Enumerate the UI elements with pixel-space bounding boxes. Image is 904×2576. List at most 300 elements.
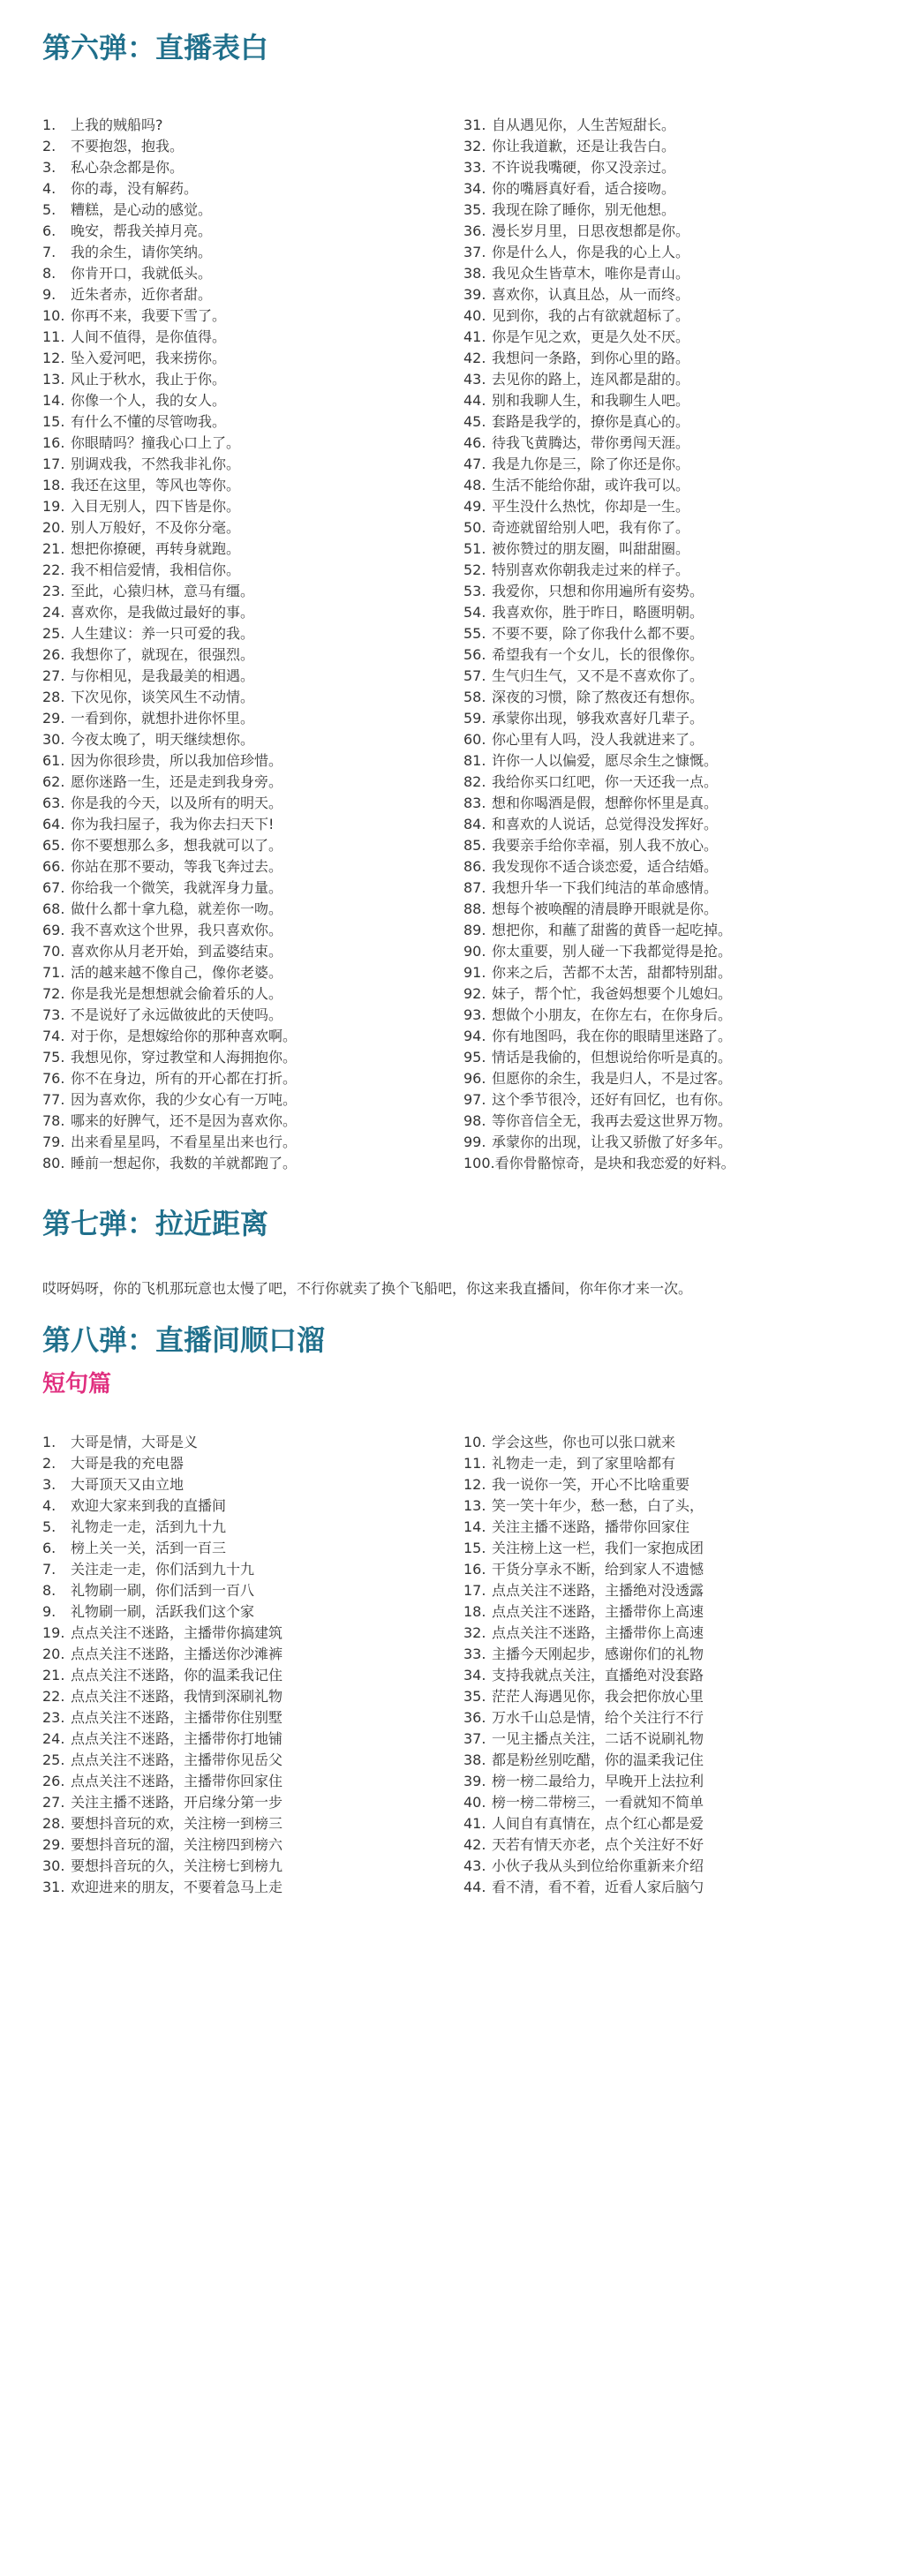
list-item bbox=[463, 1729, 862, 1750]
list-item-text: 承蒙你的出现，让我又骄傲了好多年。 bbox=[492, 1134, 733, 1150]
list-item-number: 51. bbox=[463, 540, 486, 557]
list-item-number: 68. bbox=[42, 900, 65, 917]
list-item bbox=[463, 221, 862, 242]
list-item bbox=[463, 856, 862, 877]
list-item bbox=[463, 877, 862, 899]
list-item-number: 81. bbox=[463, 752, 486, 769]
list-item-number: 82. bbox=[463, 773, 486, 790]
list-item-text: 人间不值得，是你值得。 bbox=[71, 328, 227, 345]
list-item bbox=[42, 687, 441, 708]
list-item-number: 27. bbox=[42, 1794, 65, 1811]
list-item bbox=[42, 1026, 441, 1047]
list-item-number: 1. bbox=[42, 1434, 56, 1450]
list-item-text: 天若有情天亦老，点个关注好不好 bbox=[492, 1836, 704, 1853]
list-item bbox=[42, 666, 441, 687]
list-item-text: 但愿你的余生，我是归人，不是过客。 bbox=[492, 1070, 733, 1087]
list-item-text: 你来之后，苦都不太苦，甜都特别甜。 bbox=[492, 964, 733, 981]
list-item bbox=[42, 1665, 441, 1686]
list-item bbox=[42, 496, 441, 517]
list-item-number: 12. bbox=[463, 1476, 486, 1493]
list-item bbox=[42, 475, 441, 496]
list-item-number: 18. bbox=[463, 1603, 486, 1620]
list-item-number: 38. bbox=[463, 265, 486, 282]
list-item-number: 28. bbox=[42, 1815, 65, 1832]
list-item-number: 52. bbox=[463, 561, 486, 578]
list-item-number: 11. bbox=[42, 328, 65, 345]
list-item-text: 你为我扫屋子，我为你去扫天下! bbox=[71, 816, 275, 832]
list-item-number: 2. bbox=[42, 1455, 56, 1472]
list-item bbox=[42, 1453, 441, 1474]
list-item-number: 85. bbox=[463, 837, 486, 854]
list-item-number: 45. bbox=[463, 413, 486, 430]
list-item bbox=[463, 475, 862, 496]
list-item bbox=[42, 1729, 441, 1750]
list-item bbox=[463, 200, 862, 221]
list-item bbox=[463, 602, 862, 623]
list-item-number: 31. bbox=[42, 1879, 65, 1895]
list-item-text: 不是说好了永远做彼此的天使吗。 bbox=[71, 1006, 283, 1023]
list-item bbox=[463, 1559, 862, 1580]
list-item-text: 你心里有人吗，没人我就进来了。 bbox=[492, 731, 704, 748]
list-item-number: 92. bbox=[463, 985, 486, 1002]
list-item bbox=[42, 1559, 441, 1580]
list-item-text: 你再不来，我要下雪了。 bbox=[71, 307, 227, 324]
list-item-number: 17. bbox=[42, 456, 65, 472]
list-item-text: 我一说你一笑，开心不比啥重要 bbox=[492, 1476, 690, 1493]
list-item-text: 自从遇见你，人生苦短甜长。 bbox=[492, 117, 676, 133]
list-item bbox=[42, 454, 441, 475]
list-item bbox=[42, 962, 441, 983]
list-item bbox=[42, 1132, 441, 1153]
list-item-text: 我是九你是三，除了你还是你。 bbox=[492, 456, 690, 472]
list-item bbox=[42, 284, 441, 305]
list-item-text: 奇迹就留给别人吧，我有你了。 bbox=[492, 519, 690, 536]
list-item bbox=[42, 242, 441, 263]
list-item bbox=[463, 1623, 862, 1644]
list-item-number: 34. bbox=[463, 180, 486, 197]
list-item-number: 13. bbox=[463, 1497, 486, 1514]
list-item bbox=[463, 1877, 862, 1898]
section-6-list bbox=[42, 115, 862, 1174]
list-item-text: 晚安，帮我关掉月亮。 bbox=[71, 222, 213, 239]
list-item-number: 40. bbox=[463, 307, 486, 324]
list-item-text: 坠入爱河吧，我来捞你。 bbox=[71, 350, 227, 366]
list-item bbox=[42, 1771, 441, 1792]
list-item-number: 73. bbox=[42, 1006, 65, 1023]
list-item-number: 14. bbox=[42, 392, 65, 409]
list-item-text: 风止于秋水，我止于你。 bbox=[71, 371, 227, 388]
list-item-number: 36. bbox=[463, 222, 486, 239]
list-item bbox=[42, 644, 441, 666]
list-item-text: 想每个被唤醒的清晨睁开眼就是你。 bbox=[492, 900, 719, 917]
list-item bbox=[42, 708, 441, 729]
list-item-number: 31. bbox=[463, 117, 486, 133]
list-item-number: 70. bbox=[42, 943, 65, 960]
list-item-text: 不要抱怨，抱我。 bbox=[71, 138, 185, 154]
list-item bbox=[463, 178, 862, 200]
list-item-text: 想做个小朋友，在你左右，在你身后。 bbox=[492, 1006, 733, 1023]
list-item-number: 69. bbox=[42, 922, 65, 938]
list-item bbox=[463, 1047, 862, 1068]
list-item-text: 哪来的好脾气，还不是因为喜欢你。 bbox=[71, 1112, 298, 1129]
list-item bbox=[42, 560, 441, 581]
list-item bbox=[463, 1707, 862, 1729]
list-item bbox=[42, 136, 441, 157]
list-item bbox=[463, 623, 862, 644]
list-item-number: 24. bbox=[42, 1730, 65, 1747]
list-item bbox=[463, 708, 862, 729]
section-8-title: 第八弹：直播间顺口溜 bbox=[42, 1323, 326, 1357]
list-item bbox=[42, 263, 441, 284]
list-item-number: 60. bbox=[463, 731, 486, 748]
list-item-number: 22. bbox=[42, 1688, 65, 1705]
list-item bbox=[42, 856, 441, 877]
list-item-text: 要想抖音玩的溜，关注榜四到榜六 bbox=[71, 1836, 283, 1853]
list-item-number: 12. bbox=[42, 350, 65, 366]
list-item bbox=[42, 1005, 441, 1026]
list-item-text: 喜欢你，认真且怂，从一而终。 bbox=[492, 286, 690, 303]
list-item-number: 16. bbox=[463, 1561, 486, 1578]
list-item-text: 不许说我嘴硬，你又没亲过。 bbox=[492, 159, 676, 176]
list-item-number: 65. bbox=[42, 837, 65, 854]
list-item-text: 喜欢你，是我做过最好的事。 bbox=[71, 604, 255, 621]
list-item-number: 75. bbox=[42, 1049, 65, 1066]
list-item-number: 4. bbox=[42, 180, 56, 197]
list-item bbox=[463, 1495, 862, 1517]
list-item-number: 36. bbox=[463, 1709, 486, 1726]
list-item-number: 6. bbox=[42, 222, 56, 239]
list-item-text: 欢迎进来的朋友，不要着急马上走 bbox=[71, 1879, 283, 1895]
list-item bbox=[463, 496, 862, 517]
list-item-text: 礼物刷一刷，活跃我们这个家 bbox=[71, 1603, 255, 1620]
list-item bbox=[42, 1686, 441, 1707]
list-item-text: 待我飞黄腾达，带你勇闯天涯。 bbox=[492, 434, 690, 451]
list-item bbox=[463, 1644, 862, 1665]
list-item bbox=[42, 1623, 441, 1644]
list-item-text: 你是乍见之欢，更是久处不厌。 bbox=[492, 328, 690, 345]
list-item bbox=[42, 369, 441, 390]
list-item-number: 13. bbox=[42, 371, 65, 388]
list-item-text: 我发现你不适合谈恋爱，适合结婚。 bbox=[492, 858, 719, 875]
list-item bbox=[42, 1111, 441, 1132]
list-item-number: 37. bbox=[463, 244, 486, 260]
list-item-text: 因为你很珍贵，所以我加倍珍惜。 bbox=[71, 752, 283, 769]
list-item-text: 等你音信全无，我再去爱这世界万物。 bbox=[492, 1112, 733, 1129]
list-item bbox=[42, 115, 441, 136]
list-item-text: 欢迎大家来到我的直播间 bbox=[71, 1497, 227, 1514]
list-item bbox=[42, 221, 441, 242]
list-item-text: 干货分享永不断，给到家人不遗憾 bbox=[492, 1561, 704, 1578]
list-item bbox=[463, 1580, 862, 1601]
list-item bbox=[42, 1474, 441, 1495]
list-item-number: 66. bbox=[42, 858, 65, 875]
list-item-number: 33. bbox=[463, 159, 486, 176]
list-item-text: 因为喜欢你，我的少女心有一万吨。 bbox=[71, 1091, 298, 1108]
list-item bbox=[463, 1750, 862, 1771]
list-item bbox=[42, 1877, 441, 1898]
list-item-number: 1. bbox=[42, 117, 56, 133]
list-item bbox=[463, 1068, 862, 1089]
list-item-text: 想和你喝酒是假，想醉你怀里是真。 bbox=[492, 795, 719, 811]
list-item-number: 48. bbox=[463, 477, 486, 493]
list-item-text: 点点关注不迷路，主播带你回家住 bbox=[71, 1773, 283, 1789]
list-item bbox=[42, 602, 441, 623]
list-item-number: 5. bbox=[42, 201, 56, 218]
list-item-number: 80. bbox=[42, 1155, 65, 1171]
list-item bbox=[42, 305, 441, 327]
list-item-number: 62. bbox=[42, 773, 65, 790]
list-item-text: 榜一榜二带榜三，一看就知不简单 bbox=[492, 1794, 704, 1811]
list-item-number: 42. bbox=[463, 1836, 486, 1853]
list-item bbox=[42, 1834, 441, 1856]
list-item-text: 点点关注不迷路，主播送你沙滩裤 bbox=[71, 1646, 283, 1662]
list-item bbox=[463, 687, 862, 708]
list-item-number: 35. bbox=[463, 201, 486, 218]
list-item-number: 94. bbox=[463, 1028, 486, 1044]
list-item-text: 我现在除了睡你，别无他想。 bbox=[492, 201, 676, 218]
list-item-text: 见到你，我的占有欲就超标了。 bbox=[492, 307, 690, 324]
list-item-text: 与你相见，是我最美的相遇。 bbox=[71, 667, 255, 684]
list-item bbox=[42, 1495, 441, 1517]
list-item-text: 要想抖音玩的久，关注榜七到榜九 bbox=[71, 1857, 283, 1874]
list-item bbox=[42, 750, 441, 772]
list-item bbox=[463, 920, 862, 941]
list-item-number: 16. bbox=[42, 434, 65, 451]
list-item bbox=[42, 1792, 441, 1813]
list-item-number: 26. bbox=[42, 646, 65, 663]
list-item bbox=[42, 1432, 441, 1453]
list-item-number: 14. bbox=[463, 1518, 486, 1535]
list-item-text: 想把你，和蘸了甜酱的黄昏一起吃掉。 bbox=[492, 922, 733, 938]
list-item-number: 3. bbox=[42, 1476, 56, 1493]
list-item-text: 和喜欢的人说话，总觉得没发挥好。 bbox=[492, 816, 719, 832]
list-item-number: 95. bbox=[463, 1049, 486, 1066]
list-item-number: 18. bbox=[42, 477, 65, 493]
list-item-number: 90. bbox=[463, 943, 486, 960]
list-item-text: 你是什么人，你是我的心上人。 bbox=[492, 244, 690, 260]
list-item-number: 19. bbox=[42, 1624, 65, 1641]
list-item-text: 关注走一走，你们活到九十九 bbox=[71, 1561, 255, 1578]
list-item-number: 54. bbox=[463, 604, 486, 621]
list-item-number: 42. bbox=[463, 350, 486, 366]
list-item-number: 39. bbox=[463, 1773, 486, 1789]
list-item bbox=[463, 305, 862, 327]
list-item-text: 深夜的习惯，除了熬夜还有想你。 bbox=[492, 689, 704, 705]
list-item bbox=[42, 729, 441, 750]
list-item-number: 8. bbox=[42, 1582, 56, 1599]
list-item-number: 71. bbox=[42, 964, 65, 981]
list-item bbox=[42, 411, 441, 433]
list-item bbox=[463, 1686, 862, 1707]
list-item-text: 对于你，是想嫁给你的那种喜欢啊。 bbox=[71, 1028, 298, 1044]
list-item-number: 55. bbox=[463, 625, 486, 642]
list-item bbox=[42, 433, 441, 454]
list-item-text: 你眼睛吗？撞我心口上了。 bbox=[71, 434, 241, 451]
list-item-number: 100. bbox=[463, 1155, 495, 1171]
list-item-number: 3. bbox=[42, 159, 56, 176]
list-item bbox=[42, 178, 441, 200]
list-item-number: 37. bbox=[463, 1730, 486, 1747]
list-item bbox=[463, 1432, 862, 1453]
list-item-text: 你像一个人，我的女人。 bbox=[71, 392, 227, 409]
list-item-text: 我想问一条路，到你心里的路。 bbox=[492, 350, 690, 366]
list-item-number: 28. bbox=[42, 689, 65, 705]
list-item-text: 今夜太晚了，明天继续想你。 bbox=[71, 731, 255, 748]
list-item-text: 我想见你，穿过教堂和人海拥抱你。 bbox=[71, 1049, 298, 1066]
list-item-number: 15. bbox=[42, 413, 65, 430]
list-item-number: 97. bbox=[463, 1091, 486, 1108]
list-item-number: 10. bbox=[42, 307, 65, 324]
list-item bbox=[463, 517, 862, 539]
list-item-number: 5. bbox=[42, 1518, 56, 1535]
list-item bbox=[42, 327, 441, 348]
list-item-number: 21. bbox=[42, 1667, 65, 1683]
list-item-text: 点点关注不迷路，主播带你打地铺 bbox=[71, 1730, 283, 1747]
list-item bbox=[42, 1068, 441, 1089]
list-item bbox=[463, 941, 862, 962]
list-item bbox=[463, 1601, 862, 1623]
list-item-number: 9. bbox=[42, 286, 56, 303]
list-item bbox=[42, 200, 441, 221]
list-item bbox=[463, 390, 862, 411]
list-item-number: 38. bbox=[463, 1751, 486, 1768]
list-item-text: 近朱者赤，近你者甜。 bbox=[71, 286, 213, 303]
list-item-number: 79. bbox=[42, 1134, 65, 1150]
list-item-number: 63. bbox=[42, 795, 65, 811]
list-item-text: 有什么不懂的尽管吻我。 bbox=[71, 413, 227, 430]
list-item-number: 93. bbox=[463, 1006, 486, 1023]
list-item-number: 11. bbox=[463, 1455, 486, 1472]
list-item-text: 我想升华一下我们纯洁的革命感情。 bbox=[492, 879, 719, 896]
list-item bbox=[463, 1026, 862, 1047]
list-item-text: 别人万般好，不及你分毫。 bbox=[71, 519, 241, 536]
list-item-text: 点点关注不迷路，主播带你住别墅 bbox=[71, 1709, 283, 1726]
list-item-text: 你肯开口，我就低头。 bbox=[71, 265, 213, 282]
list-item-text: 关注榜上这一栏，我们一家抱成团 bbox=[492, 1540, 704, 1556]
list-item bbox=[463, 157, 862, 178]
list-item-number: 64. bbox=[42, 816, 65, 832]
list-item-text: 一见主播点关注，二话不说刷礼物 bbox=[492, 1730, 704, 1747]
list-item-text: 喜欢你从月老开始，到孟婆结束。 bbox=[71, 943, 283, 960]
list-item-text: 下次见你，谈笑风生不动情。 bbox=[71, 689, 255, 705]
list-item-text: 套路是我学的，撩你是真心的。 bbox=[492, 413, 690, 430]
list-item-text: 你站在那不要动，等我飞奔过去。 bbox=[71, 858, 283, 875]
list-item-number: 32. bbox=[463, 1624, 486, 1641]
section-8-left-column bbox=[42, 1432, 441, 1898]
list-item-text: 至此，心猿归林，意马有缰。 bbox=[71, 583, 255, 599]
list-item-number: 74. bbox=[42, 1028, 65, 1044]
list-item-number: 49. bbox=[463, 498, 486, 515]
list-item bbox=[463, 793, 862, 814]
list-item-text: 想把你撩硬，再转身就跑。 bbox=[71, 540, 241, 557]
list-item-number: 44. bbox=[463, 1879, 486, 1895]
list-item-number: 47. bbox=[463, 456, 486, 472]
list-item-text: 我见众生皆草木，唯你是青山。 bbox=[492, 265, 690, 282]
list-item-text: 平生没什么热忱，你却是一生。 bbox=[492, 498, 690, 515]
list-item-number: 25. bbox=[42, 625, 65, 642]
list-item-number: 33. bbox=[463, 1646, 486, 1662]
list-item-number: 7. bbox=[42, 1561, 56, 1578]
list-item-text: 大哥是我的充电器 bbox=[71, 1455, 185, 1472]
list-item-text: 我喜欢你，胜于昨日，略匮明朝。 bbox=[492, 604, 704, 621]
list-item-text: 这个季节很冷，还好有回忆，也有你。 bbox=[492, 1091, 733, 1108]
list-item-text: 生气归生气，又不是不喜欢你了。 bbox=[492, 667, 704, 684]
list-item bbox=[42, 1856, 441, 1877]
list-item-number: 43. bbox=[463, 1857, 486, 1874]
list-item-number: 7. bbox=[42, 244, 56, 260]
list-item bbox=[42, 877, 441, 899]
section-6-title: 第六弹：直播表白 bbox=[42, 31, 269, 64]
list-item-number: 8. bbox=[42, 265, 56, 282]
list-item-text: 支持我就点关注，直播绝对没套路 bbox=[492, 1667, 704, 1683]
list-item-number: 35. bbox=[463, 1688, 486, 1705]
list-item bbox=[463, 581, 862, 602]
list-item-number: 99. bbox=[463, 1134, 486, 1150]
list-item-text: 去见你的路上，连风都是甜的。 bbox=[492, 371, 690, 388]
list-item-number: 50. bbox=[463, 519, 486, 536]
list-item-text: 人生建议：养一只可爱的我。 bbox=[71, 625, 255, 642]
list-item-number: 21. bbox=[42, 540, 65, 557]
list-item-number: 9. bbox=[42, 1603, 56, 1620]
list-item-text: 笑一笑十年少，愁一愁，白了头， bbox=[492, 1497, 704, 1514]
list-item bbox=[42, 581, 441, 602]
list-item bbox=[463, 899, 862, 920]
list-item-text: 一看到你，就想扑进你怀里。 bbox=[71, 710, 255, 727]
list-item bbox=[42, 1047, 441, 1068]
list-item bbox=[42, 793, 441, 814]
list-item-text: 希望我有一个女儿，长的很像你。 bbox=[492, 646, 704, 663]
list-item-text: 糟糕，是心动的感觉。 bbox=[71, 201, 213, 218]
list-item bbox=[463, 772, 862, 793]
list-item-text: 关注主播不迷路，开启缘分第一步 bbox=[71, 1794, 283, 1811]
list-item-text: 礼物走一走，活到九十九 bbox=[71, 1518, 227, 1535]
list-item-number: 26. bbox=[42, 1773, 65, 1789]
list-item-number: 78. bbox=[42, 1112, 65, 1129]
list-item-number: 67. bbox=[42, 879, 65, 896]
list-item-number: 4. bbox=[42, 1497, 56, 1514]
list-item-text: 我的余生，请你笑纳。 bbox=[71, 244, 213, 260]
list-item bbox=[42, 983, 441, 1005]
list-item bbox=[463, 411, 862, 433]
list-item-text: 不要不要，除了你我什么都不要。 bbox=[492, 625, 704, 642]
list-item-number: 23. bbox=[42, 1709, 65, 1726]
list-item bbox=[42, 539, 441, 560]
list-item bbox=[463, 1132, 862, 1153]
list-item-number: 41. bbox=[463, 328, 486, 345]
list-item bbox=[463, 750, 862, 772]
list-item bbox=[42, 1750, 441, 1771]
list-item-number: 32. bbox=[463, 138, 486, 154]
list-item-text: 承蒙你出现，够我欢喜好几辈子。 bbox=[492, 710, 704, 727]
list-item-text: 点点关注不迷路，主播带你上高速 bbox=[492, 1624, 704, 1641]
list-item bbox=[42, 899, 441, 920]
list-item-number: 34. bbox=[463, 1667, 486, 1683]
list-item bbox=[42, 1813, 441, 1834]
list-item-number: 76. bbox=[42, 1070, 65, 1087]
list-item-number: 29. bbox=[42, 710, 65, 727]
list-item bbox=[463, 644, 862, 666]
list-item-number: 17. bbox=[463, 1582, 486, 1599]
list-item-text: 做什么都十拿九稳，就差你一吻。 bbox=[71, 900, 283, 917]
list-item-text: 活的越来越不像自己，像你老婆。 bbox=[71, 964, 283, 981]
section-8-list bbox=[42, 1432, 862, 1898]
section-7-paragraph: 哎呀妈呀，你的飞机那玩意也太慢了吧，不行你就卖了换个飞船吧，你这来我直播间，你年你才来一次。 bbox=[42, 1280, 693, 1297]
list-item bbox=[42, 517, 441, 539]
list-item-number: 59. bbox=[463, 710, 486, 727]
list-item-text: 点点关注不迷路，主播带你搞建筑 bbox=[71, 1624, 283, 1641]
list-item-number: 43. bbox=[463, 371, 486, 388]
list-item-text: 我不相信爱情，我相信你。 bbox=[71, 561, 241, 578]
